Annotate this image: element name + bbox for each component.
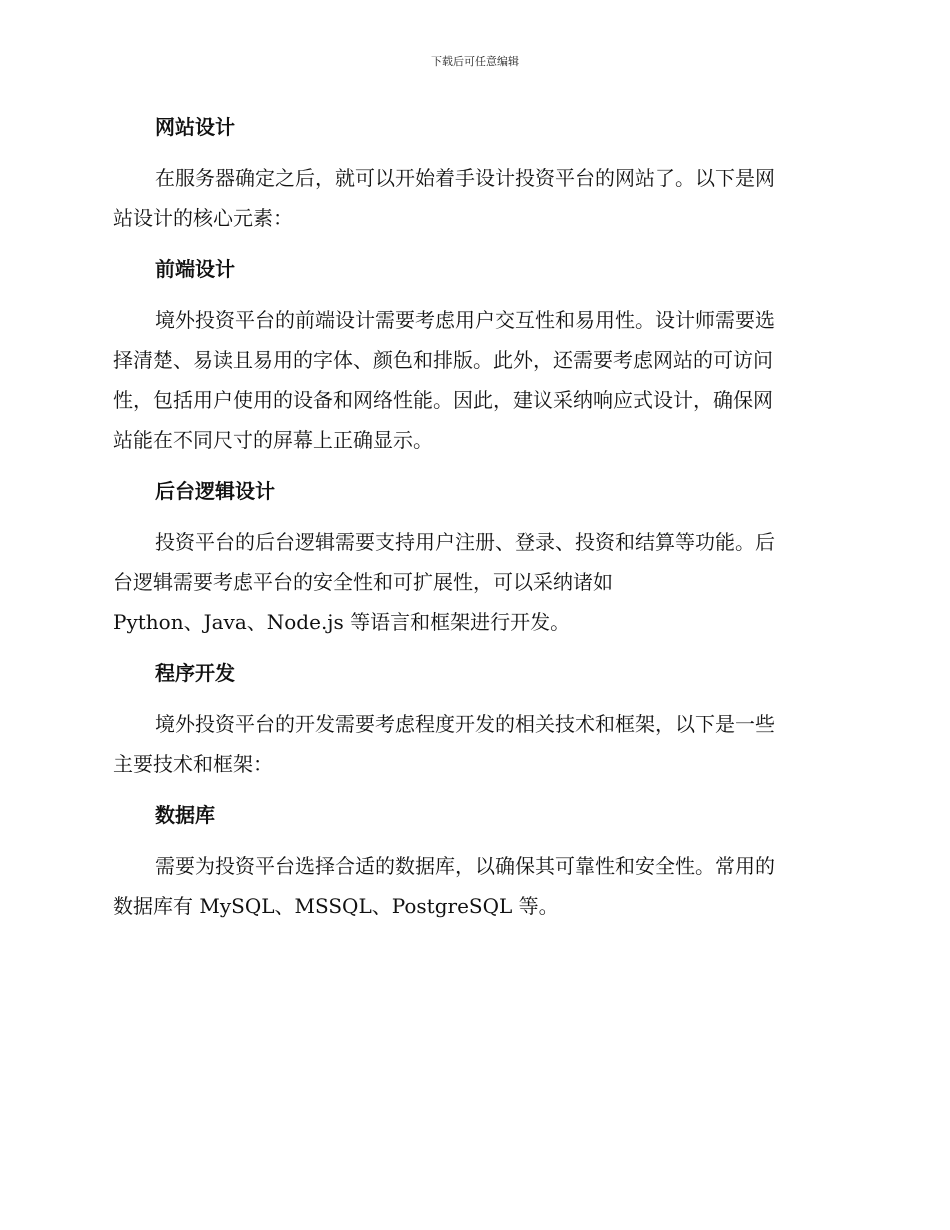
paragraph-line: 站能在不同尺寸的屏幕上正确显示。: [113, 428, 433, 452]
paragraph-line: 择清楚、易读且易用的字体、颜色和排版。此外，还需要考虑网站的可访问: [113, 348, 773, 372]
section-heading-backend-logic: 后台逻辑设计: [155, 479, 275, 503]
section-paragraph-frontend-design: [113, 300, 831, 460]
section-heading-program-development: 程序开发: [155, 661, 235, 685]
header-note: 下载后可任意编辑: [431, 55, 519, 68]
section-paragraph-database: [113, 846, 831, 926]
section-heading-frontend-design: 前端设计: [155, 257, 235, 281]
paragraph-line: 站设计的核心元素：: [113, 206, 293, 230]
paragraph-line: 境外投资平台的前端设计需要考虑用户交互性和易用性。设计师需要选: [155, 308, 775, 332]
paragraph-line: Python、Java、Node.js 等语言和框架进行开发。: [113, 610, 571, 634]
section-paragraph-website-design: [113, 158, 831, 238]
section-heading-database: 数据库: [155, 803, 215, 827]
paragraph-line: 性，包括用户使用的设备和网络性能。因此，建议采纳响应式设计，确保网: [113, 388, 773, 412]
section-paragraph-backend-logic: [113, 522, 831, 642]
paragraph-line: 台逻辑需要考虑平台的安全性和可扩展性，可以采纳诸如: [113, 570, 613, 594]
paragraph-line: 主要技术和框架：: [113, 752, 273, 776]
document-body: [113, 108, 831, 938]
paragraph-line: 投资平台的后台逻辑需要支持用户注册、登录、投资和结算等功能。后: [155, 530, 775, 554]
paragraph-line: 境外投资平台的开发需要考虑程度开发的相关技术和框架，以下是一些: [155, 712, 775, 736]
section-paragraph-program-development: [113, 704, 831, 784]
paragraph-line: 数据库有 MySQL、MSSQL、PostgreSQL 等。: [113, 894, 559, 918]
section-heading-website-design: 网站设计: [155, 115, 235, 139]
paragraph-line: 在服务器确定之后，就可以开始着手设计投资平台的网站了。以下是网: [155, 166, 775, 190]
paragraph-line: 需要为投资平台选择合适的数据库，以确保其可靠性和安全性。常用的: [155, 854, 775, 878]
